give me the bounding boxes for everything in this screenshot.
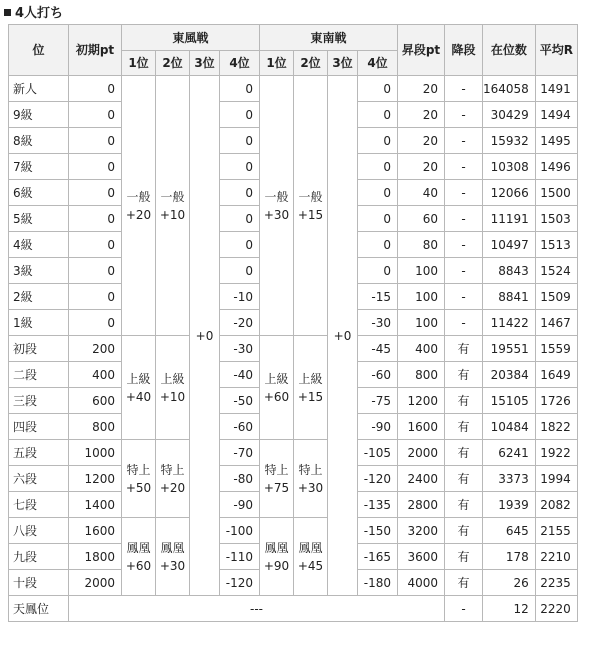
rank-cell: 6級 xyxy=(9,180,69,206)
tonnan-group-label: 一般 xyxy=(298,189,323,204)
player-count-cell: 10484 xyxy=(483,414,536,440)
tonnan-group-label: 特上 xyxy=(298,462,323,477)
avg-r-cell: 2155 xyxy=(535,518,577,544)
promote-pt-cell: 1600 xyxy=(398,414,445,440)
demote-cell: 有 xyxy=(445,336,483,362)
avg-r-cell: 2235 xyxy=(535,570,577,596)
rank-cell: 4級 xyxy=(9,232,69,258)
tonnan-group-value: +30 xyxy=(263,207,290,222)
promote-pt-cell: 100 xyxy=(398,284,445,310)
tonnan-group-value: +45 xyxy=(297,558,324,573)
header-tonnan-4th: 4位 xyxy=(358,51,398,76)
tonnan-joukyu-first xyxy=(260,336,294,440)
tonpu-group-label: 特上 xyxy=(160,462,185,477)
tonpu-4th-cell: 0 xyxy=(220,232,260,258)
tonnan-group-value: +15 xyxy=(297,207,324,222)
player-count-cell: 26 xyxy=(483,570,536,596)
promote-pt-cell: 20 xyxy=(398,76,445,102)
rank-cell: 三段 xyxy=(9,388,69,414)
tonpu-4th-cell: -90 xyxy=(220,492,260,518)
table-row xyxy=(9,440,578,466)
promote-pt-cell: 400 xyxy=(398,336,445,362)
avg-r-cell: 1503 xyxy=(535,206,577,232)
initial-pt-cell: 2000 xyxy=(69,570,122,596)
demote-cell: - xyxy=(445,206,483,232)
section-heading xyxy=(4,4,63,24)
avg-r-cell: 1559 xyxy=(535,336,577,362)
rank-cell: 新人 xyxy=(9,76,69,102)
tonpu-group-label: 一般 xyxy=(160,189,185,204)
tonpu-group-value: +60 xyxy=(125,558,152,573)
tonpu-joukyu-first xyxy=(122,336,156,440)
tonnan-4th-cell: -180 xyxy=(358,570,398,596)
header-tonnan-3rd: 3位 xyxy=(328,51,358,76)
avg-r-cell: 1500 xyxy=(535,180,577,206)
avg-r-cell: 1922 xyxy=(535,440,577,466)
tonpu-group-value: +50 xyxy=(125,480,152,495)
table-row-tenhou xyxy=(9,596,578,622)
rank-cell: 四段 xyxy=(9,414,69,440)
promote-pt-cell: 3600 xyxy=(398,544,445,570)
player-count-cell: 8841 xyxy=(483,284,536,310)
rank-cell: 天鳳位 xyxy=(9,596,69,622)
tonnan-group-value: +30 xyxy=(297,480,324,495)
promote-pt-cell: 1200 xyxy=(398,388,445,414)
avg-r-cell: 1496 xyxy=(535,154,577,180)
initial-pt-cell: 0 xyxy=(69,76,122,102)
rank-cell: 六段 xyxy=(9,466,69,492)
tonpu-tokujou-second xyxy=(156,440,190,518)
tonnan-4th-cell: -105 xyxy=(358,440,398,466)
player-count-cell: 10308 xyxy=(483,154,536,180)
rank-cell: 五段 xyxy=(9,440,69,466)
tonpu-group-value: +20 xyxy=(159,480,186,495)
demote-cell: - xyxy=(445,232,483,258)
player-count-cell: 3373 xyxy=(483,466,536,492)
demote-cell: - xyxy=(445,76,483,102)
demote-cell: 有 xyxy=(445,518,483,544)
tonnan-group-label: 鳳凰 xyxy=(264,540,289,555)
tonnan-4th-cell: 0 xyxy=(358,206,398,232)
tonnan-4th-cell: 0 xyxy=(358,154,398,180)
promote-pt-cell: 2800 xyxy=(398,492,445,518)
rank-cell: 八段 xyxy=(9,518,69,544)
tonpu-4th-cell: -80 xyxy=(220,466,260,492)
player-count-cell: 164058 xyxy=(483,76,536,102)
tonnan-group-value: +90 xyxy=(263,558,290,573)
tonnan-4th-cell: 0 xyxy=(358,258,398,284)
initial-pt-cell: 1400 xyxy=(69,492,122,518)
tonpu-4th-cell: -20 xyxy=(220,310,260,336)
rank-cell: 九段 xyxy=(9,544,69,570)
tonpu-4th-cell: 0 xyxy=(220,258,260,284)
player-count-cell: 1939 xyxy=(483,492,536,518)
tonpu-group-label: 上級 xyxy=(126,371,151,386)
rank-cell: 8級 xyxy=(9,128,69,154)
header-tonnan: 東南戦 xyxy=(260,25,398,51)
rank-cell: 初段 xyxy=(9,336,69,362)
avg-r-cell: 1524 xyxy=(535,258,577,284)
tonnan-4th-cell: -30 xyxy=(358,310,398,336)
tonpu-group-value: +10 xyxy=(159,207,186,222)
promote-pt-cell: 2400 xyxy=(398,466,445,492)
tonpu-4th-cell: 0 xyxy=(220,102,260,128)
player-count-cell: 12066 xyxy=(483,180,536,206)
tonnan-4th-cell: -165 xyxy=(358,544,398,570)
avg-r-cell: 1509 xyxy=(535,284,577,310)
tonpu-ippan-second xyxy=(156,76,190,336)
demote-cell: - xyxy=(445,180,483,206)
rank-cell: 2級 xyxy=(9,284,69,310)
header-players: 在位数 xyxy=(483,25,536,76)
header-tonpu-2nd: 2位 xyxy=(156,51,190,76)
tonnan-ippan-first xyxy=(260,76,294,336)
demote-cell: 有 xyxy=(445,492,483,518)
avg-r-cell: 1726 xyxy=(535,388,577,414)
tonpu-group-label: 鳳凰 xyxy=(126,540,151,555)
initial-pt-cell: 1600 xyxy=(69,518,122,544)
initial-pt-cell: 200 xyxy=(69,336,122,362)
rank-cell: 七段 xyxy=(9,492,69,518)
player-count-cell: 645 xyxy=(483,518,536,544)
header-tonpu-4th: 4位 xyxy=(220,51,260,76)
initial-pt-cell: 800 xyxy=(69,414,122,440)
player-count-cell: 178 xyxy=(483,544,536,570)
tonpu-4th-cell: 0 xyxy=(220,154,260,180)
tonnan-3rd-cell: +0 xyxy=(328,76,358,596)
demote-cell: - xyxy=(445,258,483,284)
player-count-cell: 15105 xyxy=(483,388,536,414)
tonnan-4th-cell: -15 xyxy=(358,284,398,310)
player-count-cell: 11422 xyxy=(483,310,536,336)
tonpu-4th-cell: -30 xyxy=(220,336,260,362)
initial-pt-cell: 0 xyxy=(69,128,122,154)
tonpu-4th-cell: -110 xyxy=(220,544,260,570)
tonpu-4th-cell: -60 xyxy=(220,414,260,440)
tonnan-houou-first xyxy=(260,518,294,596)
initial-pt-cell: 1800 xyxy=(69,544,122,570)
tonnan-tokujou-second xyxy=(294,440,328,518)
avg-r-cell: 1491 xyxy=(535,76,577,102)
tonpu-4th-cell: 0 xyxy=(220,206,260,232)
avg-r-cell: 1467 xyxy=(535,310,577,336)
promote-pt-cell: 100 xyxy=(398,258,445,284)
player-count-cell: 10497 xyxy=(483,232,536,258)
initial-pt-cell: 0 xyxy=(69,258,122,284)
tonnan-4th-cell: -135 xyxy=(358,492,398,518)
tonpu-4th-cell: -120 xyxy=(220,570,260,596)
initial-pt-cell: 0 xyxy=(69,232,122,258)
tonnan-4th-cell: 0 xyxy=(358,76,398,102)
initial-pt-cell: 1200 xyxy=(69,466,122,492)
avg-r-cell: 1649 xyxy=(535,362,577,388)
avg-r-cell: 1495 xyxy=(535,128,577,154)
tonpu-4th-cell: -10 xyxy=(220,284,260,310)
avg-r-cell: 2220 xyxy=(535,596,577,622)
tonpu-group-value: +30 xyxy=(159,558,186,573)
header-promote-pt: 昇段pt xyxy=(398,25,445,76)
tonnan-4th-cell: 0 xyxy=(358,232,398,258)
player-count-cell: 15932 xyxy=(483,128,536,154)
tonnan-4th-cell: 0 xyxy=(358,102,398,128)
demote-cell: 有 xyxy=(445,544,483,570)
avg-r-cell: 2210 xyxy=(535,544,577,570)
tonnan-group-value: +60 xyxy=(263,389,290,404)
tonnan-group-value: +15 xyxy=(297,389,324,404)
tonpu-4th-cell: 0 xyxy=(220,128,260,154)
tonnan-group-label: 鳳凰 xyxy=(298,540,323,555)
tonpu-group-label: 一般 xyxy=(126,189,151,204)
tonnan-ippan-second xyxy=(294,76,328,336)
demote-cell: - xyxy=(445,310,483,336)
header-tonnan-1st: 1位 xyxy=(260,51,294,76)
tonnan-4th-cell: -120 xyxy=(358,466,398,492)
header-tonpu-1st: 1位 xyxy=(122,51,156,76)
table-row xyxy=(9,518,578,544)
tonnan-joukyu-second xyxy=(294,336,328,440)
tonpu-4th-cell: -70 xyxy=(220,440,260,466)
tonpu-4th-cell: 0 xyxy=(220,180,260,206)
tonpu-4th-cell: -100 xyxy=(220,518,260,544)
tonpu-tokujou-first xyxy=(122,440,156,518)
tonnan-4th-cell: 0 xyxy=(358,180,398,206)
section-heading-label: 4人打ち xyxy=(15,6,64,21)
promote-pt-cell: 4000 xyxy=(398,570,445,596)
promote-pt-cell: 80 xyxy=(398,232,445,258)
initial-pt-cell: 0 xyxy=(69,206,122,232)
promote-pt-cell: 20 xyxy=(398,154,445,180)
promote-pt-cell: 20 xyxy=(398,128,445,154)
demote-cell: - xyxy=(445,596,483,622)
tonpu-4th-cell: -40 xyxy=(220,362,260,388)
avg-r-cell: 1822 xyxy=(535,414,577,440)
tonnan-group-value: +75 xyxy=(263,480,290,495)
initial-pt-cell: 0 xyxy=(69,154,122,180)
promote-pt-cell: 800 xyxy=(398,362,445,388)
initial-pt-cell: 0 xyxy=(69,102,122,128)
demote-cell: - xyxy=(445,102,483,128)
demote-cell: 有 xyxy=(445,440,483,466)
tonnan-4th-cell: -75 xyxy=(358,388,398,414)
rank-cell: 十段 xyxy=(9,570,69,596)
rank-cell: 1級 xyxy=(9,310,69,336)
header-demote: 降段 xyxy=(445,25,483,76)
tonpu-group-label: 上級 xyxy=(160,371,185,386)
tonpu-joukyu-second xyxy=(156,336,190,440)
initial-pt-cell: 0 xyxy=(69,180,122,206)
tonpu-group-value: +20 xyxy=(125,207,152,222)
demote-cell: 有 xyxy=(445,414,483,440)
tonnan-4th-cell: -45 xyxy=(358,336,398,362)
initial-pt-cell: 0 xyxy=(69,284,122,310)
rank-cell: 7級 xyxy=(9,154,69,180)
tonpu-4th-cell: -50 xyxy=(220,388,260,414)
header-rank: 位 xyxy=(9,25,69,76)
tonnan-group-label: 一般 xyxy=(264,189,289,204)
tenhou-merged-cell: --- xyxy=(69,596,445,622)
table-row xyxy=(9,76,578,102)
rank-cell: 5級 xyxy=(9,206,69,232)
rank-cell: 3級 xyxy=(9,258,69,284)
square-bullet-icon xyxy=(4,9,11,16)
header-tonpu: 東風戦 xyxy=(122,25,260,51)
player-count-cell: 12 xyxy=(483,596,536,622)
promote-pt-cell: 100 xyxy=(398,310,445,336)
player-count-cell: 20384 xyxy=(483,362,536,388)
tonpu-group-label: 鳳凰 xyxy=(160,540,185,555)
tonpu-3rd-cell: +0 xyxy=(190,76,220,596)
rank-cell: 二段 xyxy=(9,362,69,388)
demote-cell: 有 xyxy=(445,388,483,414)
demote-cell: 有 xyxy=(445,362,483,388)
table-row xyxy=(9,336,578,362)
rank-cell: 9級 xyxy=(9,102,69,128)
header-initial-pt: 初期pt xyxy=(69,25,122,76)
tonnan-4th-cell: 0 xyxy=(358,128,398,154)
player-count-cell: 11191 xyxy=(483,206,536,232)
initial-pt-cell: 400 xyxy=(69,362,122,388)
avg-r-cell: 1513 xyxy=(535,232,577,258)
tonnan-tokujou-first xyxy=(260,440,294,518)
table-body xyxy=(9,76,578,622)
tonpu-houou-first xyxy=(122,518,156,596)
promote-pt-cell: 40 xyxy=(398,180,445,206)
avg-r-cell: 1994 xyxy=(535,466,577,492)
demote-cell: 有 xyxy=(445,570,483,596)
promote-pt-cell: 60 xyxy=(398,206,445,232)
tonpu-houou-second xyxy=(156,518,190,596)
player-count-cell: 8843 xyxy=(483,258,536,284)
avg-r-cell: 1494 xyxy=(535,102,577,128)
header-avg-r: 平均R xyxy=(535,25,577,76)
avg-r-cell: 2082 xyxy=(535,492,577,518)
demote-cell: 有 xyxy=(445,466,483,492)
tonpu-ippan-first xyxy=(122,76,156,336)
promote-pt-cell: 2000 xyxy=(398,440,445,466)
tonnan-4th-cell: -150 xyxy=(358,518,398,544)
tonnan-4th-cell: -60 xyxy=(358,362,398,388)
tonnan-4th-cell: -90 xyxy=(358,414,398,440)
demote-cell: - xyxy=(445,284,483,310)
demote-cell: - xyxy=(445,128,483,154)
tonnan-group-label: 特上 xyxy=(264,462,289,477)
header-tonnan-2nd: 2位 xyxy=(294,51,328,76)
tonpu-group-value: +10 xyxy=(159,389,186,404)
promote-pt-cell: 3200 xyxy=(398,518,445,544)
header-tonpu-3rd: 3位 xyxy=(190,51,220,76)
tonpu-group-value: +40 xyxy=(125,389,152,404)
promote-pt-cell: 20 xyxy=(398,102,445,128)
player-count-cell: 19551 xyxy=(483,336,536,362)
demote-cell: - xyxy=(445,154,483,180)
tonnan-group-label: 上級 xyxy=(264,371,289,386)
tonpu-group-label: 特上 xyxy=(126,462,151,477)
player-count-cell: 6241 xyxy=(483,440,536,466)
tonnan-group-label: 上級 xyxy=(298,371,323,386)
player-count-cell: 30429 xyxy=(483,102,536,128)
rank-table xyxy=(8,24,578,622)
initial-pt-cell: 600 xyxy=(69,388,122,414)
tonnan-houou-second xyxy=(294,518,328,596)
tonpu-4th-cell: 0 xyxy=(220,76,260,102)
initial-pt-cell: 0 xyxy=(69,310,122,336)
initial-pt-cell: 1000 xyxy=(69,440,122,466)
